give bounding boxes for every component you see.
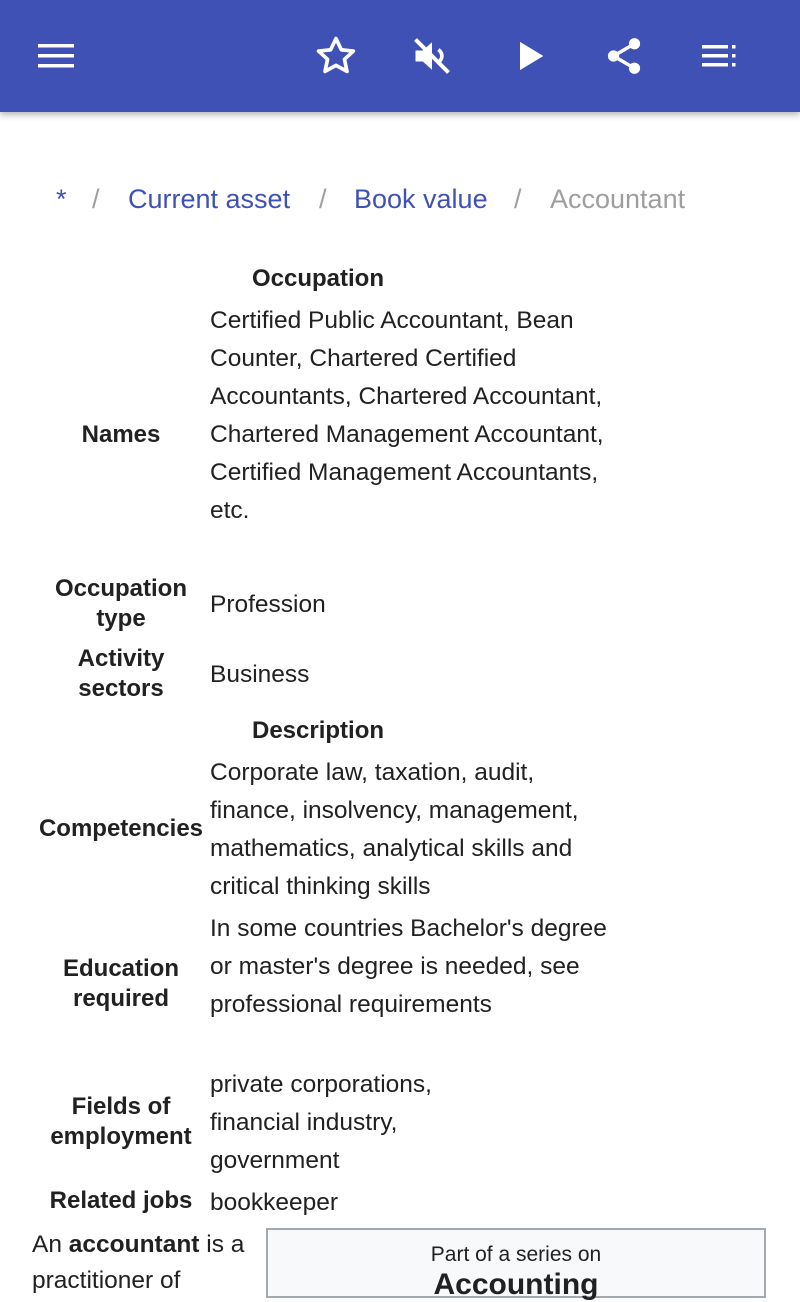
article-lead bbox=[32, 1227, 252, 1299]
series-title[interactable]: Accounting bbox=[433, 1268, 599, 1301]
activity-sectors-value: Business bbox=[210, 661, 310, 688]
star-outline-icon bbox=[314, 34, 358, 78]
share-button[interactable] bbox=[596, 28, 652, 84]
lead-suffix: is a practitioner of bbox=[32, 1231, 245, 1294]
occupation-type-label bbox=[32, 574, 210, 634]
breadcrumb-item-book-value[interactable]: Book value bbox=[354, 184, 488, 214]
share-icon bbox=[603, 35, 645, 77]
occupation-type-label-line: Occupation bbox=[54, 575, 187, 602]
names-value: Certified Public Accountant, Bean Counter, Chartered Certified Accountants, Chartered Accountant, Chartered Management Accountant, Certified Management Accountants, etc. bbox=[210, 307, 604, 524]
play-button[interactable] bbox=[502, 28, 558, 84]
fields-of-employment-label bbox=[32, 1092, 210, 1152]
fields-of-employment-label-line: employment bbox=[50, 1123, 192, 1150]
list-icon bbox=[700, 36, 740, 76]
fields-of-employment-value: private corporations, financial industry, government bbox=[210, 1071, 432, 1174]
breadcrumb-separator: / bbox=[319, 184, 327, 214]
education-required-label-line: Education bbox=[62, 955, 179, 982]
fields-of-employment-label-line: Fields of bbox=[71, 1093, 171, 1120]
breadcrumb-item-current-asset[interactable]: Current asset bbox=[128, 184, 291, 214]
breadcrumb-item-home[interactable]: * bbox=[56, 184, 67, 214]
occupation-type-label-line: type bbox=[96, 605, 146, 632]
education-required-label-line: required bbox=[72, 985, 170, 1012]
app-toolbar bbox=[0, 0, 800, 112]
related-jobs-value: bookkeeper bbox=[210, 1189, 339, 1216]
lead-term: accountant bbox=[68, 1231, 200, 1258]
education-required-value: In some countries Bachelor's degree or master's degree is needed, see professional requirements bbox=[210, 915, 607, 1018]
competencies-value: Corporate law, taxation, audit, finance, insolvency, management, mathematics, analytical skills and critical thinking skills bbox=[210, 759, 579, 900]
contents-button[interactable] bbox=[692, 28, 748, 84]
activity-sectors-label-line: sectors bbox=[78, 675, 164, 702]
competencies-label: Competencies bbox=[38, 815, 204, 842]
education-required-label bbox=[32, 954, 210, 1014]
play-icon bbox=[510, 36, 550, 76]
activity-sectors-label-line: Activity bbox=[77, 645, 165, 672]
occupation-type-value: Profession bbox=[210, 591, 326, 618]
series-sidebar-box bbox=[266, 1228, 766, 1301]
menu-icon bbox=[36, 36, 76, 76]
volume-off-icon bbox=[410, 34, 454, 78]
activity-sectors-label bbox=[32, 644, 210, 704]
breadcrumb-current: Accountant bbox=[550, 184, 686, 214]
breadcrumb-separator: / bbox=[514, 184, 522, 214]
names-label: Names bbox=[81, 421, 161, 448]
menu-button[interactable] bbox=[28, 28, 84, 84]
infobox-section-description: Description bbox=[251, 717, 385, 744]
bookmark-button[interactable] bbox=[308, 28, 364, 84]
mute-button[interactable] bbox=[404, 28, 460, 84]
related-jobs-label: Related jobs bbox=[49, 1187, 193, 1214]
infobox-section-occupation: Occupation bbox=[251, 265, 384, 292]
lead-prefix: An bbox=[32, 1231, 69, 1258]
breadcrumb-separator: / bbox=[92, 184, 100, 214]
series-pretitle: Part of a series on bbox=[430, 1243, 602, 1266]
